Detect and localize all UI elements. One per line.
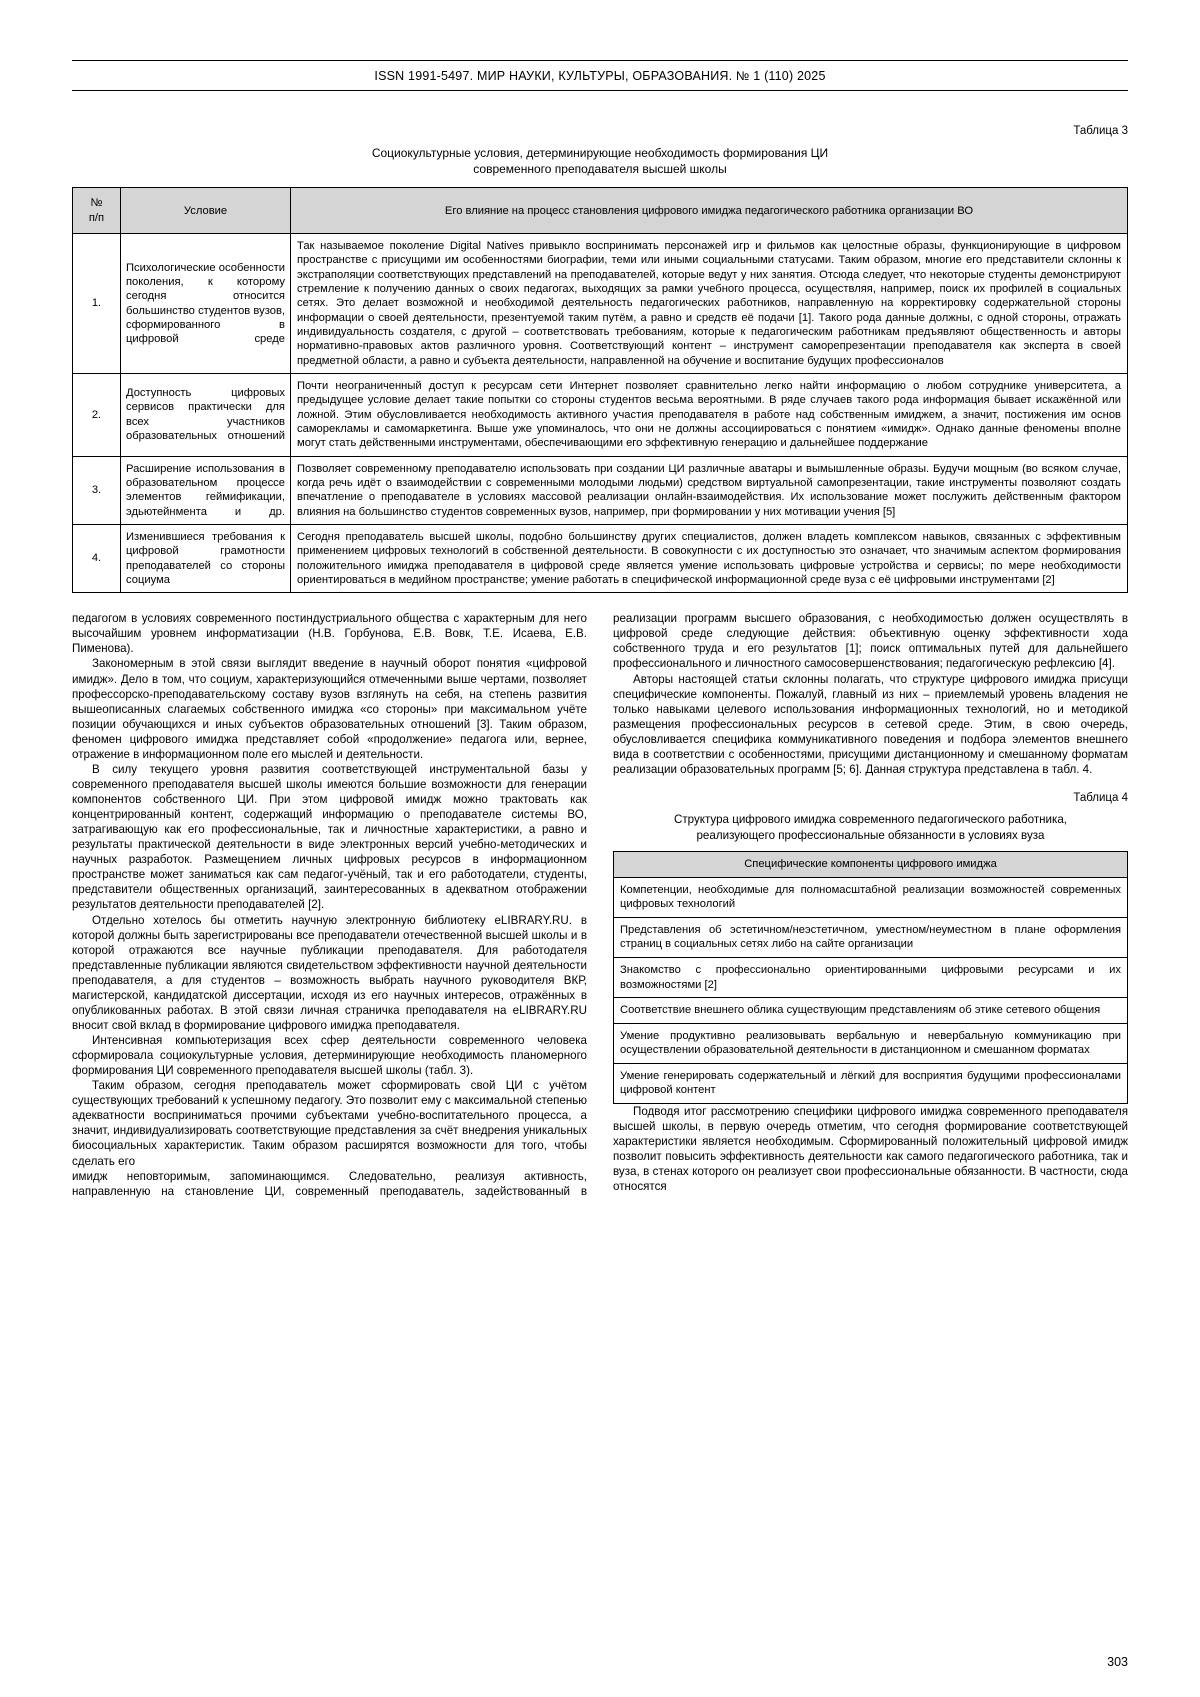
table3-row0-condition: Психологические особенности поколения, к которому сегодня относится большинство студентов вузов, сформированного в цифровой среде	[121, 234, 291, 374]
article-body	[72, 611, 1128, 1198]
paragraph: Отдельно хотелось бы отметить научную электронную библиотеку eLIBRARY.RU. в которой должны быть зарегистрированы все преподаватели отечественной высшей школы и в которой отражаются все научные публикации преподавателя. Для работодателя представленные публикации являются свидетельством эффективности научной деятельности преподавателя, а для студентов – возможность выбрать научного руководителя ВКР, магистерской, кандидатской диссертации, исходя из его научных интересов, отражённых в опубликованных работах. В этой связи личная страничка преподавателя на eLIBRARY.RU вносит свой вклад в формирование цифрового имиджа преподавателя.	[72, 913, 587, 1032]
table4	[613, 851, 1128, 1104]
table4-number: Таблица 4	[1073, 791, 1128, 804]
paragraph: В силу текущего уровня развития соответствующей инструментальной базы у современного преподавателя высшей школы имеются большие возможности для генерации компонентов собственного ЦИ. При этом цифровой имидж можно трактовать как концентрированный контент, содержащий информацию о преподавателе системы ВО, затрагивающую как его профессиональные, так и личностные характеристики, а равно и результаты практической деятельности в виде электронных версий учебно-методических и научных разработок. Размещением личных цифровых ресурсов в информационном пространстве может заниматься как сам педагог-учёный, так и его работодатели, студенты, представители общественных организаций, заинтересованных в адекватном отображении результатов деятельности преподавателей [2].	[72, 762, 587, 912]
table-row	[614, 917, 1128, 957]
table3-header-num	[73, 188, 121, 234]
table3-row3-condition: Изменившиеся требования к цифровой грамотности преподавателей со стороны социума	[121, 524, 291, 592]
running-head: ISSN 1991-5497. МИР НАУКИ, КУЛЬТУРЫ, ОБРАЗОВАНИЯ. № 1 (110) 2025	[72, 60, 1128, 91]
table-row	[614, 1023, 1128, 1063]
table3-header-num-line2: п/п	[88, 211, 105, 224]
paragraph: Интенсивная компьютеризация всех сфер деятельности современного человека сформировала социокультурные условия, детерминирующие необходимость планомерного формирования ЦИ современного преподавателя высшей школы (табл. 3).	[72, 1034, 587, 1078]
table-row	[73, 456, 1128, 524]
table4-row1: Представления об эстетичном/неэстетичном, уместном/неуместном в плане оформления страниц в социальных сетях либо на сайте организации	[614, 917, 1128, 957]
table-row	[73, 373, 1128, 456]
table3	[72, 187, 1128, 593]
table-row	[73, 524, 1128, 592]
paragraph: Закономерным в этой связи выглядит введение в научный оборот понятия «цифровой имидж». Дело в том, что социум, характеризующийся отмеченными выше чертами, позволяет профессорско-преподавательскому составу вузов взглянуть на себя, на степень развития вышеописанных слагаемых собственного имиджа «со стороны» при максимальном учёте позиции обучающихся и иных субъектов образовательных отношений [3]. Таким образом, феномен цифрового имиджа представляет собой «продолжение» педагога или, вернее, отражение в информационном поле его мыслей и деятельности.	[72, 657, 587, 761]
table4-header: Специфические компоненты цифрового имиджа	[614, 852, 1128, 878]
table3-row3-influence: Сегодня преподаватель высшей школы, подобно большинству других специалистов, должен владеть комплексом навыков, связанных с эффективным применением цифровых технологий в собственной деятельности. В совокупности с их доступностью это означает, что значимым аспектом формирования положительного имиджа преподавателя в цифровой среде является умение использовать цифровые устройства и сервисы; по мере необходимости ориентироваться в медийном пространстве; умение работать в специфической информационной среде вуза с её цифровыми инструментами [2]	[291, 524, 1128, 592]
table3-row0-num: 1.	[73, 234, 121, 374]
paragraph: имидж неповторимым, запоминающимся. Следовательно, реализуя активность, направленную на становление ЦИ, современный преподаватель, задействованный в реализации программ высшего образования, с необходимостью должен осуществлять в цифровой среде следующие действия: объективную оценку эффективности хода собственного труда и его результатов [1]; поиск оптимальных путей для дальнейшего профессионального и личностного самосовершенствования; педагогическую рефлексию [4].	[72, 612, 1128, 1198]
table4-row0: Компетенции, необходимые для полномасштабной реализации возможностей современных цифровых технологий	[614, 877, 1128, 917]
table4-title-line2: реализующего профессиональные обязанности в условиях вуза	[696, 828, 1045, 842]
table3-title-line2: современного преподавателя высшей школы	[473, 162, 727, 177]
table-row	[614, 957, 1128, 997]
table3-row2-influence: Позволяет современному преподавателю использовать при создании ЦИ различные аватары и вымышленные образы. Будучи мощным (во всяком случае, когда речь идёт о взаимодействии с современными молодыми людьми) средством виртуальной самопрезентации, такие инструменты позволяют создать впечатление о преподавателе в условиях массовой реализации онлайн-взаимодействия. Их использование может послужить действенным фактором влияния на большинство студентов современных вузов, например, при формировании у них мотивации учения [5]	[291, 456, 1128, 524]
table3-row1-num: 2.	[73, 373, 121, 456]
table3-row1-condition: Доступность цифровых сервисов практически для всех участников образовательных отношений	[121, 373, 291, 456]
table3-header-influence: Его влияние на процесс становления цифрового имиджа педагогического работника организации ВО	[291, 188, 1128, 234]
table4-block	[613, 791, 1128, 1104]
paragraph: педагогом в условиях современного постиндустриального общества с характерным для него высочайшим уровнем информатизации (Н.В. Горбунова, Е.В. Вовк, Т.Е. Исаева, Е.В. Пименова).	[72, 612, 587, 656]
table3-title-line1: Социокультурные условия, детерминирующие необходимость формирования ЦИ	[371, 146, 829, 160]
paragraph: Авторы настоящей статьи склонны полагать, что структуре цифрового имиджа присущи специфические компоненты. Пожалуй, главный из них – приемлемый уровень владения не только навыками целевого использования информационных технологий, но и методикой размещения профессиональных ресурсов в сетевой среде. Этим, в свою очередь, обусловливается специфика коммуникативного поведения и подбора элементов внешнего вида в соответствии с особенностями, присущими дистанционному и смешанному форматам реализации образовательных программ [5; 6]. Данная структура представлена в табл. 4.	[613, 672, 1128, 776]
table3-row0-influence: Так называемое поколение Digital Natives привыкло воспринимать персонажей игр и фильмов как целостные образы, функционирующие в цифровом пространстве с присущими им особенностями биографии, теми или иными социальными статусами. Таким образом, многие его представители склонны к экстраполяции соответствующих представлений на преподавателей, которые ведут у них занятия. Отсюда следует, что некоторые студенты демонстрируют стремление к получению данных о своих педагогах, выходящих за рамки учебного процесса, осуществляя, например, поиск их профилей в социальных сетях. Это делает возможной и необходимой деятельность педагогических работников, направленную на корректировку содержательной стороны информации о своей деятельности, презентуемой таким путём, а равно и средств её подачи [1]. Такого рода данные должны, с одной стороны, отражать индивидуальность создателя, с другой – соответствовать требованиям, которые к педагогическим работникам предъявляют общественность и авторы нормативно-правовых актов различного уровня. Соответствующий контент – инструмент саморепрезентации преподавателя как эксперта в своей предметной области, а равно и субъекта деятельности, направленной на обучение и воспитание будущих профессионалов	[291, 234, 1128, 374]
table3-row3-num: 4.	[73, 524, 121, 592]
table4-row2: Знакомство с профессионально ориентированными цифровыми ресурсами и их возможностями [2]	[614, 957, 1128, 997]
table4-title-line1: Структура цифрового имиджа современного педагогического работника,	[673, 812, 1068, 826]
table-row	[614, 998, 1128, 1024]
table4-row3: Соответствие внешнего облика существующим представлениям об этике сетевого общения	[614, 998, 1128, 1024]
table4-row5: Умение генерировать содержательный и лёгкий для восприятия будущими профессионалами цифровой контент	[614, 1063, 1128, 1103]
paragraph: Таким образом, сегодня преподаватель может сформировать свой ЦИ с учётом существующих требований к успешному педагогу. Это позволит ему с максимальной степенью адекватности восприниматься прочими субъектами учебно-воспитательного процесса, а значит, индивидуализировать соответствующие представления за счёт внедрения уникальных биосоциальных характеристик. Таким образом расширятся возможности для того, чтобы сделать его	[72, 1079, 587, 1168]
paragraph: Подводя итог рассмотрению специфики цифрового имиджа современного преподавателя высшей школы, в первую очередь отметим, что сегодня формирование соответствующей характеристики является необходимым. Сформированный положительный цифровой имидж позволит повысить эффективность деятельности как самого педагогического работника, так и вуза, в стенах которого он реализует свои профессиональные обязанности. В частности, сюда относятся	[613, 1104, 1128, 1194]
table3-header-row	[73, 188, 1128, 234]
table3-header-condition: Условие	[121, 188, 291, 234]
table-row	[614, 877, 1128, 917]
table4-header-row	[614, 852, 1128, 878]
table-row	[73, 234, 1128, 374]
table3-number: Таблица 3	[1073, 125, 1128, 137]
table3-row1-influence: Почти неограниченный доступ к ресурсам сети Интернет позволяет сравнительно легко найти информацию о любом сотруднике университета, а предыдущее условие делает такие попытки со стороны студентов весьма вероятными. В ряде случаев такого рода информация бывает искажённой или ложной. Этим обусловливается необходимость активного участия преподавателя в работе над собственным имиджем, а значит, постижения им основ саморекламы и самомаркетинга. Выше уже упоминалось, что они не должны ассоциироваться с понятием «имидж». Однако данные феномены вполне могут стать действенными инструментами, обеспечивающими его эффективную генерацию и дальнейшее поддержание	[291, 373, 1128, 456]
table4-row4: Умение продуктивно реализовывать вербальную и невербальную коммуникацию при осуществлении образовательной деятельности в дистанционном и смешанном форматах	[614, 1023, 1128, 1063]
page-number: 303	[1107, 1655, 1128, 1669]
table-row	[614, 1063, 1128, 1103]
table3-row2-condition: Расширение использования в образовательном процессе элементов геймификации, эдьютейнмента и др.	[121, 456, 291, 524]
table3-header-num-line1: №	[90, 197, 103, 210]
table3-title	[72, 145, 1128, 177]
table3-row2-num: 3.	[73, 456, 121, 524]
table4-title	[613, 812, 1128, 843]
